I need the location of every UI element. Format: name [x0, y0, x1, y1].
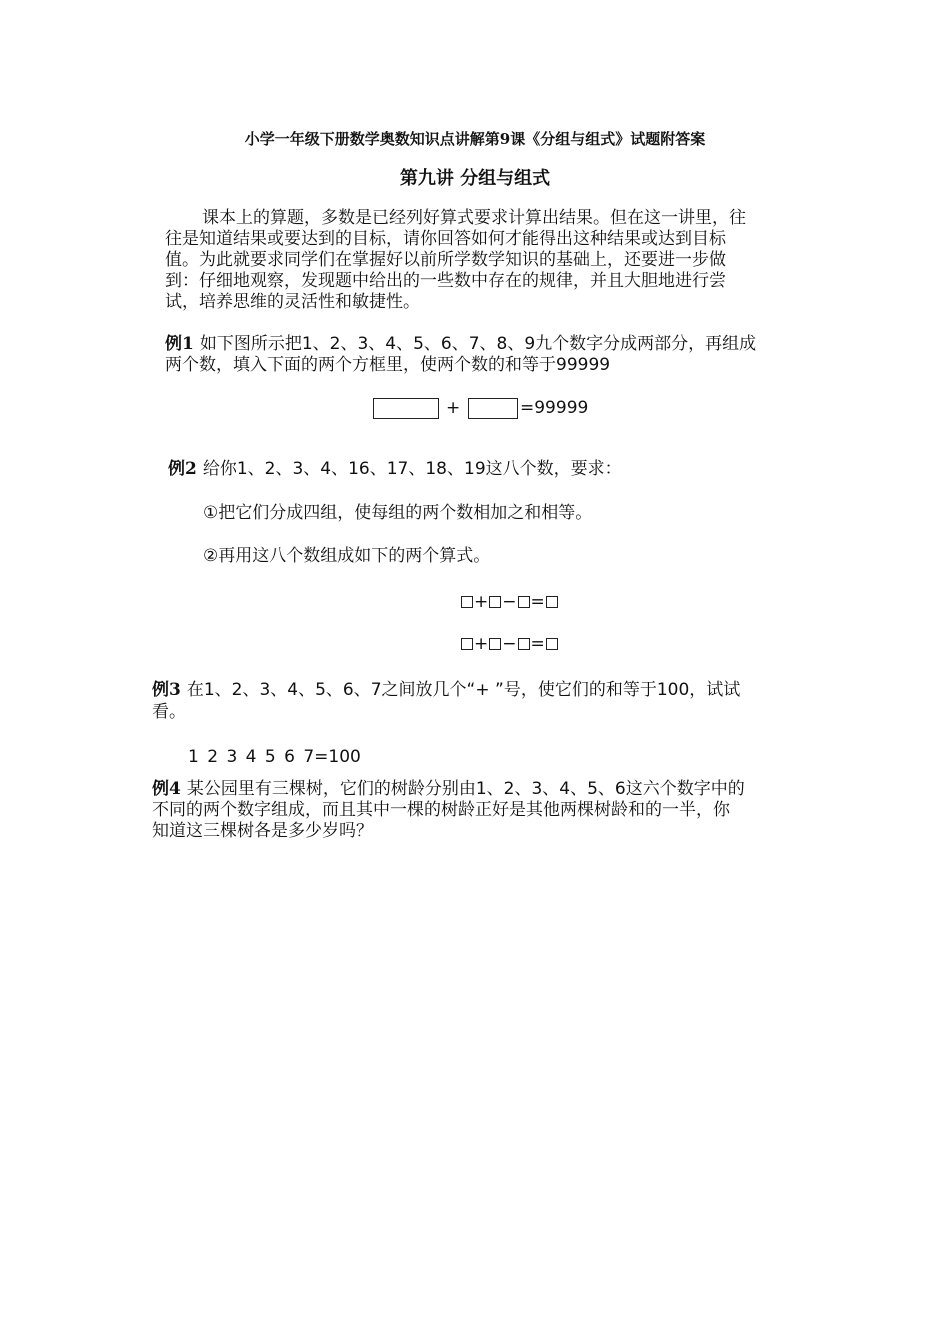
intro-line-4: 到：仔细地观察，发现题中给出的一些数中存在的规律，并且大胆地进行尝 [165, 271, 726, 291]
intro-line-5: 试，培养思维的灵活性和敏捷性。 [165, 292, 420, 312]
example-4-tag: 例4 [152, 779, 181, 799]
example-1-tag: 例1 [165, 334, 194, 354]
example-1-line-2: 两个数，填入下面的两个方框里，使两个数的和等于99999 [165, 355, 611, 375]
intro-line-3: 值。为此就要求同学们在掌握好以前所学数学知识的基础上，还要进一步做 [165, 250, 726, 270]
example-4-line-3: 知道这三棵树各是多少岁吗？ [152, 821, 373, 841]
example-2-requirement-2: ②再用这八个数组成如下的两个算式。 [203, 546, 491, 566]
blank-box [518, 596, 530, 608]
example-1-line-1 [165, 334, 756, 355]
document-title: 小学一年级下册数学奥数知识点讲解第9课《分组与组式》试题附答案 [244, 130, 706, 148]
blank-box [461, 638, 473, 650]
example-2-text: 给你1、2、3、4、16、17、18、19这八个数，要求： [202, 459, 622, 479]
plus-sign: + [446, 398, 461, 418]
example-4-line-2: 不同的两个数字组成，而且其中一棵的树龄正好是其他两棵树龄和的一半，你 [152, 800, 730, 820]
example-3-tag: 例3 [152, 680, 181, 700]
intro-line-1: 课本上的算题，多数是已经列好算式要求计算出结果。但在这一讲里，往 [202, 208, 746, 228]
equation-template-1 [461, 592, 558, 613]
plus-sign: + [474, 634, 489, 654]
blank-box [546, 596, 558, 608]
example-4-text: 某公园里有三棵树，它们的树龄分别由1、2、3、4、5、6这六个数字中的 [186, 779, 745, 799]
example-1-text: 如下图所示把1、2、3、4、5、6、7、8、9九个数字分成两部分，再组成 [199, 334, 757, 354]
example-3-line-1 [152, 680, 740, 701]
minus-sign: − [502, 634, 517, 654]
answer-box-2 [468, 398, 518, 419]
answer-box-1 [373, 398, 439, 419]
lecture-title: 第九讲 分组与组式 [399, 168, 551, 189]
example-2-requirement-1: ①把它们分成四组，使每组的两个数相加之和相等。 [203, 503, 593, 523]
equals-sign: = [530, 592, 545, 612]
equation-result: =99999 [520, 398, 589, 418]
plus-sign: + [474, 592, 489, 612]
minus-sign: − [502, 592, 517, 612]
example-3-text: 在1、2、3、4、5、6、7之间放几个“+ ”号，使它们的和等于100，试试 [186, 680, 741, 700]
example-3-line-2: 看。 [152, 702, 186, 722]
blank-box [461, 596, 473, 608]
blank-box [489, 638, 501, 650]
example-3-expression: 1 2 3 4 5 6 7=100 [188, 747, 361, 767]
equals-sign: = [530, 634, 545, 654]
intro-line-2: 往是知道结果或要达到的目标，请你回答如何才能得出这种结果或达到目标 [165, 229, 726, 249]
blank-box [546, 638, 558, 650]
example-2-line-1 [168, 459, 622, 480]
blank-box [518, 638, 530, 650]
example-2-tag: 例2 [168, 459, 197, 479]
blank-box [489, 596, 501, 608]
example-4-line-1 [152, 779, 745, 800]
equation-template-2 [461, 634, 558, 655]
